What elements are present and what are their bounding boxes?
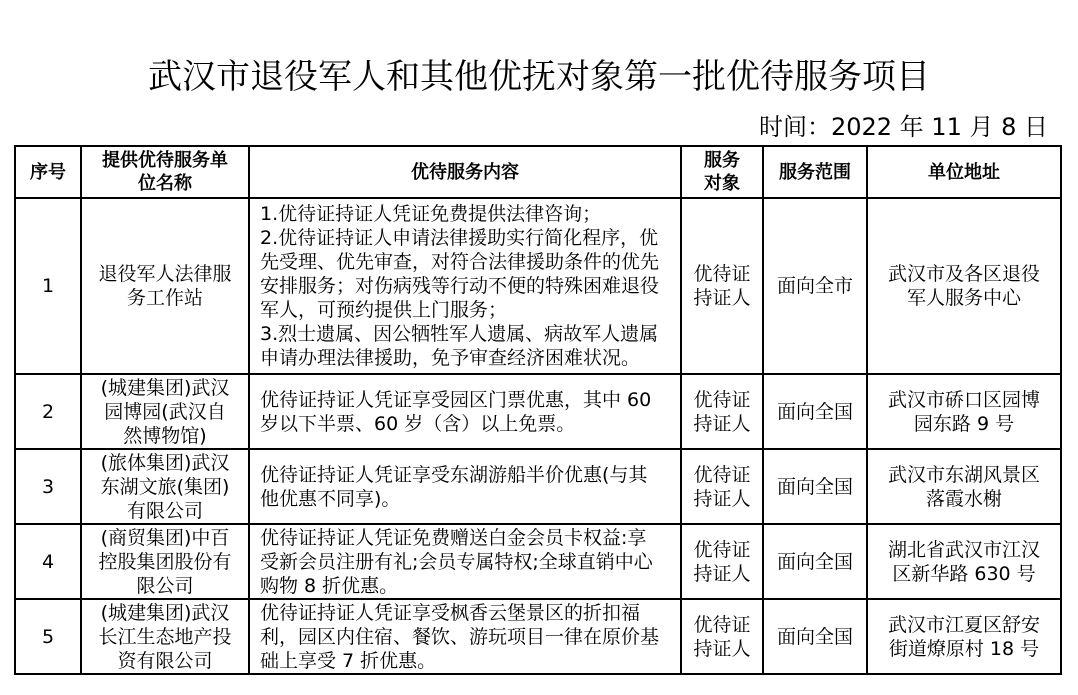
cell-line: 军人，可预约提供上门服务； (260, 299, 508, 321)
cell-scope: 面向全国 (763, 374, 867, 449)
cell-content (249, 524, 681, 599)
cell-seq: 2 (15, 374, 81, 449)
header-seq: 序号 (15, 146, 81, 198)
cell-line: 持证人 (693, 412, 751, 435)
cell-line: 限公司 (136, 574, 194, 597)
cell-line: 区新华路 630 号 (892, 562, 1036, 585)
cell-line: 优待证 (693, 388, 751, 411)
table-row (15, 599, 1061, 674)
cell-line: 础上享受 7 折优惠。 (260, 649, 437, 672)
cell-seq: 3 (15, 449, 81, 524)
cell-provider (81, 449, 249, 524)
cell-line: 优待证持证人凭证享受东湖游船半价优惠(与其 (260, 463, 648, 486)
cell-line: 然博物馆) (123, 424, 207, 447)
cell-line: (城建集团)武汉 (100, 376, 230, 399)
header-content: 优待服务内容 (249, 146, 681, 198)
table-row (15, 198, 1061, 374)
header-scope: 服务范围 (763, 146, 867, 198)
header-target-line: 对象 (704, 173, 740, 194)
cell-line: 武汉市江夏区舒安 (887, 613, 1040, 636)
table-header-row (15, 146, 1061, 198)
cell-target (681, 374, 763, 449)
cell-provider (81, 524, 249, 599)
header-target-line: 服务 (704, 150, 740, 171)
header-target (681, 146, 763, 198)
cell-line: 申请办理法律援助，免予审查经济困难状况。 (260, 347, 641, 369)
cell-line: 2.优待证持证人申请法律援助实行简化程序，优 (260, 227, 659, 249)
cell-line: 武汉市硚口区园博 (887, 388, 1040, 411)
cell-line: 控股集团股份有 (98, 550, 232, 573)
document-title: 武汉市退役军人和其他优抚对象第一批优待服务项目 (148, 57, 930, 97)
cell-line: 持证人 (693, 287, 751, 309)
cell-line: 务工作站 (126, 287, 203, 309)
cell-content (249, 599, 681, 674)
cell-line: 优待证 (693, 463, 751, 486)
cell-line: (旅体集团)武汉 (100, 451, 230, 474)
table-row (15, 374, 1061, 449)
cell-seq: 1 (15, 198, 81, 374)
cell-line: 优待证 (693, 538, 751, 561)
cell-line: (商贸集团)中百 (100, 526, 230, 549)
cell-line: 优待证 (693, 263, 751, 285)
header-provider-line: 位名称 (138, 173, 192, 194)
cell-provider (81, 374, 249, 449)
cell-line: 受新会员注册有礼;会员专属特权;全球直销中心 (260, 550, 653, 573)
cell-line: 园博园(武汉自 (104, 400, 226, 423)
cell-line: 购物 8 折优惠。 (260, 574, 399, 597)
cell-line: 退役军人法律服 (98, 263, 232, 285)
cell-line: 军人服务中心 (906, 287, 1021, 309)
cell-target (681, 524, 763, 599)
cell-line: 3.烈士遗属、因公牺牲军人遗属、病故军人遗属 (260, 323, 659, 345)
cell-line: 落霞水榭 (925, 487, 1002, 510)
cell-address (867, 449, 1061, 524)
cell-scope: 面向全国 (763, 449, 867, 524)
cell-seq: 4 (15, 524, 81, 599)
cell-target (681, 449, 763, 524)
cell-line: 优待证持证人凭证享受园区门票优惠，其中 60 (260, 388, 652, 411)
cell-line: 安排服务；对伤病残等行动不便的特殊困难退役 (260, 275, 660, 297)
cell-content (249, 198, 681, 374)
cell-line: 他优惠不同享)。 (260, 487, 401, 510)
cell-line: 岁以下半票、60 岁（含）以上免票。 (260, 412, 576, 435)
header-address: 单位地址 (867, 146, 1061, 198)
cell-line: 武汉市及各区退役 (887, 263, 1040, 285)
document-date: 时间：2022 年 11 月 8 日 (758, 113, 1048, 141)
cell-address (867, 198, 1061, 374)
cell-line: 园东路 9 号 (913, 412, 1015, 435)
cell-line: 持证人 (693, 637, 751, 660)
cell-line: 街道燎原村 18 号 (888, 637, 1040, 660)
cell-scope: 面向全国 (763, 599, 867, 674)
table-row (15, 524, 1061, 599)
cell-scope: 面向全市 (763, 198, 867, 374)
cell-line: (城建集团)武汉 (100, 601, 230, 624)
table-row (15, 449, 1061, 524)
cell-content (249, 374, 681, 449)
cell-provider (81, 198, 249, 374)
cell-seq: 5 (15, 599, 81, 674)
cell-address (867, 524, 1061, 599)
cell-line: 持证人 (693, 487, 751, 510)
cell-line: 优待证持证人凭证享受枫香云堡景区的折扣福 (260, 601, 641, 624)
cell-line: 持证人 (693, 562, 751, 585)
cell-target (681, 599, 763, 674)
cell-line: 优待证持证人凭证免费赠送白金会员卡权益:享 (260, 526, 647, 549)
cell-line: 长江生态地产投 (98, 625, 232, 648)
cell-scope: 面向全国 (763, 524, 867, 599)
cell-provider (81, 599, 249, 674)
cell-line: 东湖文旅(集团) (100, 475, 230, 498)
cell-content (249, 449, 681, 524)
cell-line: 武汉市东湖风景区 (887, 463, 1040, 486)
cell-line: 资有限公司 (117, 649, 213, 672)
cell-line: 利，园区内住宿、餐饮、游玩项目一律在原价基 (260, 625, 660, 648)
cell-line: 有限公司 (126, 499, 203, 522)
services-table (14, 145, 1062, 675)
header-provider (81, 146, 249, 198)
cell-address (867, 374, 1061, 449)
cell-line: 湖北省武汉市江汉 (887, 538, 1040, 561)
cell-address (867, 599, 1061, 674)
cell-line: 先受理、优先审查，对符合法律援助条件的优先 (260, 251, 660, 273)
cell-line: 1.优待证持证人凭证免费提供法律咨询； (260, 203, 602, 225)
cell-line: 优待证 (693, 613, 751, 636)
header-provider-line: 提供优待服务单 (102, 150, 228, 171)
cell-target (681, 198, 763, 374)
